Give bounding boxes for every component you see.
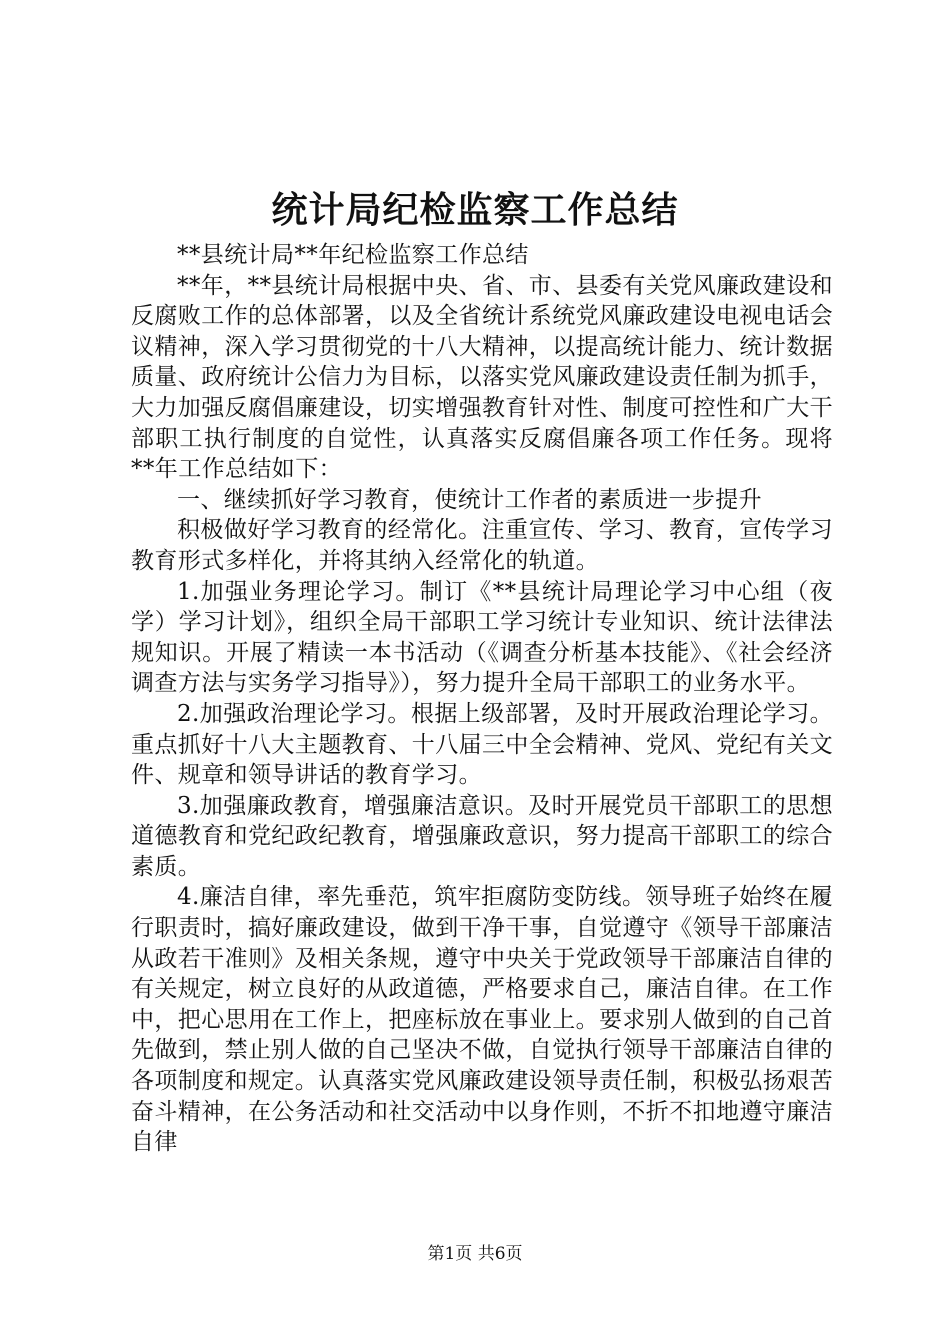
list-item-2: 2.加强政治理论学习。根据上级部署，及时开展政治理论学习。重点抓好十八大主题教育、十八届三中全会精神、党风、党纪有关文件、规章和领导讲话的教育学习。	[131, 700, 833, 789]
page-number: 第1页 共6页	[427, 1244, 523, 1264]
intro-paragraph: **年，**县统计局根据中央、省、市、县委有关党风廉政建设和反腐败工作的总体部署，以及全省统计系统党风廉政建设电视电话会议精神，深入学习贯彻党的十八大精神，以提高统计能力、统计数据质量、政府统计公信力为目标，以落实党风廉政建设责任制为抓手，大力加强反腐倡廉建设，切实增强教育针对性、制度可控性和广大干部职工执行制度的自觉性，认真落实反腐倡廉各项工作任务。现将**年工作总结如下：	[131, 272, 833, 483]
list-item-1: 1.加强业务理论学习。制订《**县统计局理论学习中心组（夜学）学习计划》，组织全局干部职工学习统计专业知识、统计法律法规知识。开展了精读一本书活动（《调查分析基本技能》、《社会经济调查方法与实务学习指导》），努力提升全局干部职工的业务水平。	[131, 578, 833, 697]
subtitle-paragraph: **县统计局**年纪检监察工作总结	[177, 242, 529, 268]
document-body	[131, 240, 833, 1158]
document-title: 统计局纪检监察工作总结	[271, 189, 679, 231]
list-item-4: 4.廉洁自律，率先垂范，筑牢拒腐防变防线。领导班子始终在履行职责时，搞好廉政建设，做到干净干事，自觉遵守《领导干部廉洁从政若干准则》及相关条规，遵守中央关于党政领导干部廉洁自律的有关规定，树立良好的从政道德，严格要求自己，廉洁自律。在工作中，把心思用在工作上，把座标放在事业上。要求别人做到的自己首先做到，禁止别人做的自己坚决不做，自觉执行领导干部廉洁自律的各项制度和规定。认真落实党风廉政建设领导责任制，积极弘扬艰苦奋斗精神，在公务活动和社交活动中以身作则，不折不扣地遵守廉洁自律	[131, 884, 833, 1156]
section-heading-1: 一、继续抓好学习教育，使统计工作者的素质进一步提升	[177, 486, 762, 513]
body-paragraph: 积极做好学习教育的经常化。注重宣传、学习、教育，宣传学习教育形式多样化，并将其纳入经常化的轨道。	[131, 517, 833, 574]
list-item-3: 3.加强廉政教育，增强廉洁意识。及时开展党员干部职工的思想道德教育和党纪政纪教育，增强廉政意识，努力提高干部职工的综合素质。	[131, 792, 833, 880]
